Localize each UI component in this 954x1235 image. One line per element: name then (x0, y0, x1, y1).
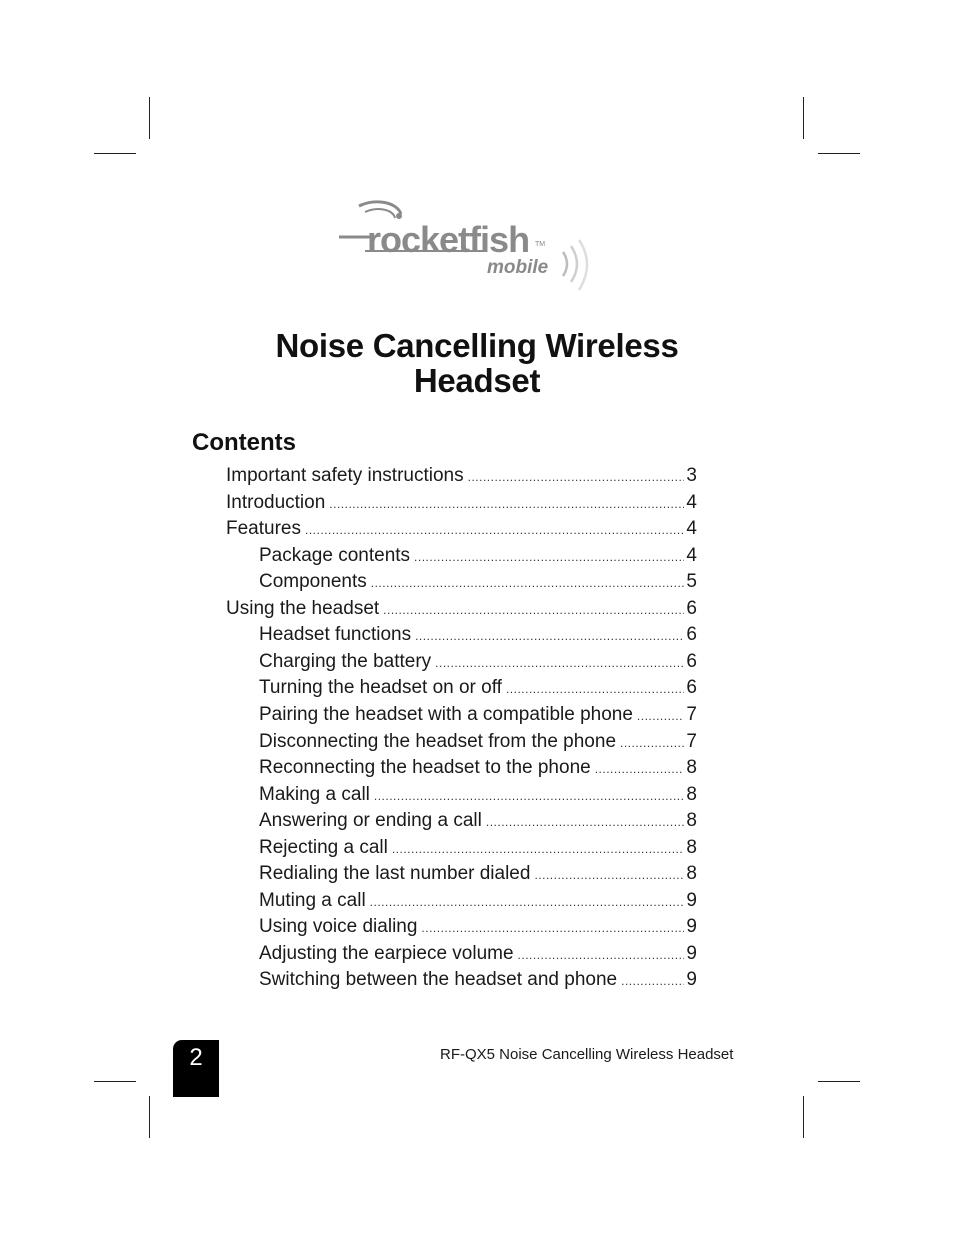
toc-dot-leader (370, 889, 685, 915)
toc-entry-page-number: 6 (686, 677, 697, 699)
toc-dot-leader (435, 650, 684, 676)
toc-entry-label: Features (226, 518, 301, 540)
toc-entry[interactable] (259, 967, 697, 993)
toc-entry-label: Pairing the headset with a compatible phone (259, 703, 633, 725)
toc-entry[interactable] (259, 543, 697, 569)
toc-dot-leader (637, 703, 685, 729)
toc-entry-label: Redialing the last number dialed (259, 863, 531, 885)
toc-dot-leader (329, 491, 684, 517)
toc-dot-leader (486, 809, 685, 835)
toc-dot-leader (534, 862, 684, 888)
toc-entry-page-number: 9 (686, 916, 697, 938)
toc-entry[interactable] (259, 649, 697, 675)
toc-entry[interactable] (259, 808, 697, 834)
toc-entry-label: Reconnecting the headset to the phone (259, 757, 591, 779)
toc-entry-label: Using voice dialing (259, 916, 418, 938)
toc-entry[interactable] (259, 569, 697, 595)
toc-entry-page-number: 9 (686, 969, 697, 991)
toc-entry-label: Switching between the headset and phone (259, 969, 618, 991)
toc-dot-leader (506, 676, 684, 702)
crop-mark-top-right-vertical (803, 97, 804, 139)
toc-entry[interactable] (226, 490, 697, 516)
crop-mark-bottom-left-horizontal (94, 1081, 136, 1082)
crop-mark-top-left-vertical (149, 97, 150, 139)
toc-entry[interactable] (259, 888, 697, 914)
toc-dot-leader (305, 517, 684, 543)
crop-mark-bottom-left-vertical (149, 1096, 150, 1138)
toc-entry-page-number: 9 (686, 942, 697, 964)
toc-entry-page-number: 3 (686, 465, 697, 486)
rocketfish-mobile-logo (335, 196, 605, 296)
toc-entry-page-number: 6 (686, 597, 697, 619)
toc-dot-leader (468, 464, 685, 490)
crop-mark-bottom-right-vertical (803, 1096, 804, 1138)
toc-entry[interactable] (259, 729, 697, 755)
toc-entry-label: Introduction (226, 491, 326, 513)
toc-entry-label: Charging the battery (259, 650, 432, 672)
toc-entry-page-number: 8 (686, 783, 697, 805)
toc-dot-leader (371, 570, 685, 596)
running-footer-title: RF-QX5 Noise Cancelling Wireless Headset (440, 1046, 734, 1063)
toc-dot-leader (518, 942, 685, 968)
toc-entry-label: Adjusting the earpiece volume (259, 942, 514, 964)
toc-entry-page-number: 8 (686, 757, 697, 779)
toc-dot-leader (421, 915, 684, 941)
document-title-line-1: Noise Cancelling Wireless (275, 327, 679, 364)
toc-entry[interactable] (259, 861, 697, 887)
toc-entry-page-number: 8 (686, 810, 697, 832)
toc-entry[interactable] (259, 675, 697, 701)
toc-entry-label: Making a call (259, 783, 370, 805)
toc-dot-leader (392, 836, 685, 862)
page-number-tab: 2 (173, 1040, 219, 1097)
toc-entry-label: Disconnecting the headset from the phone (259, 730, 617, 752)
toc-entry[interactable] (259, 914, 697, 940)
toc-entry-page-number: 6 (686, 624, 697, 646)
toc-entry[interactable] (226, 463, 697, 489)
toc-entry-page-number: 4 (686, 491, 697, 513)
contents-heading: Contents (192, 429, 296, 456)
toc-entry-page-number: 6 (686, 650, 697, 672)
crop-mark-bottom-right-horizontal (818, 1081, 860, 1082)
toc-entry[interactable] (226, 516, 697, 542)
toc-entry[interactable] (226, 596, 697, 622)
toc-entry-label: Important safety instructions (226, 465, 464, 486)
document-title (0, 328, 954, 398)
toc-entry-page-number: 8 (686, 863, 697, 885)
toc-entry-label: Muting a call (259, 889, 366, 911)
toc-dot-leader (595, 756, 685, 782)
document-title-line-2: Headset (413, 362, 541, 399)
toc-entry-label: Turning the headset on or off (259, 677, 502, 699)
toc-dot-leader (620, 730, 684, 756)
logo-tm-text: TM (535, 241, 546, 248)
logo-brand-text: rocketfish (367, 219, 530, 260)
logo-sub-text: mobile (487, 257, 549, 278)
toc-entry-page-number: 4 (686, 544, 697, 566)
toc-entry-page-number: 5 (686, 571, 697, 593)
toc-entry[interactable] (259, 782, 697, 808)
toc-dot-leader (383, 597, 684, 623)
toc-entry[interactable] (259, 622, 697, 648)
toc-entry[interactable] (259, 702, 697, 728)
toc-entry[interactable] (259, 941, 697, 967)
toc-entry-page-number: 7 (686, 730, 697, 752)
toc-entry-page-number: 7 (686, 703, 697, 725)
toc-entry-label: Using the headset (226, 597, 380, 619)
toc-entry[interactable] (259, 835, 697, 861)
toc-entry-page-number: 4 (686, 518, 697, 540)
toc-dot-leader (374, 783, 685, 809)
toc-dot-leader (415, 623, 684, 649)
toc-entry-page-number: 8 (686, 836, 697, 858)
toc-entry-page-number: 9 (686, 889, 697, 911)
crop-mark-top-left-horizontal (94, 153, 136, 154)
toc-entry-label: Package contents (259, 544, 411, 566)
toc-entry-label: Rejecting a call (259, 836, 388, 858)
toc-entry-label: Headset functions (259, 624, 412, 646)
toc-entry-label: Answering or ending a call (259, 810, 482, 832)
toc-dot-leader (414, 544, 684, 570)
crop-mark-top-right-horizontal (818, 153, 860, 154)
toc-entry[interactable] (259, 755, 697, 781)
toc-entry-label: Components (259, 571, 367, 593)
rocketfish-logo-icon (335, 196, 605, 296)
toc-dot-leader (621, 968, 684, 994)
